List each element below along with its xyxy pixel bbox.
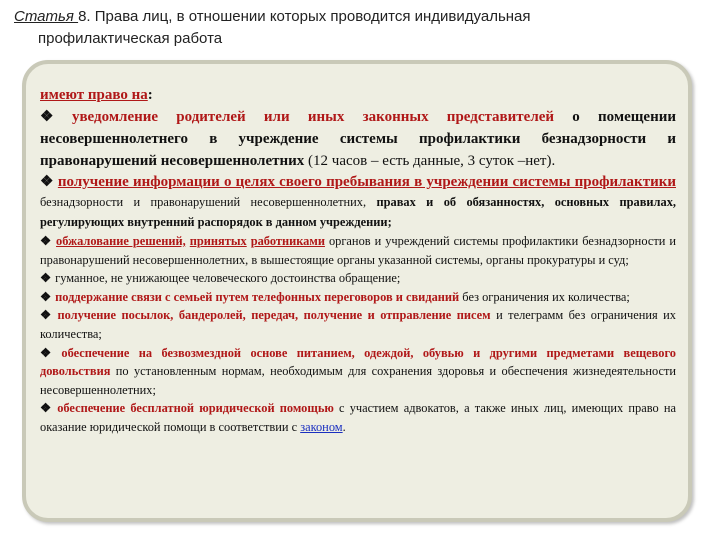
intro [40,84,676,106]
item-3-rest: органов и учреждений системы профилактики безнадзорности и правонарушений несовершеннолетних, в вышестоящие органы указанной системы, органы прокуратуры и суд; [40,234,676,267]
item-3-red-2: принятых [189,234,247,248]
title-line-1 [14,6,714,28]
list-item-6 [40,306,676,343]
item-6-red: получение посылок, бандеролей, передач, получение и отправление писем [57,308,491,323]
item-7-rest: по установленным нормам, необходимым для сохранения здоровья и обеспечения жизнедеятельности несовершеннолетних; [40,364,676,397]
item-1-red: уведомление родителей или иных законных представителей [71,109,555,125]
bullet-icon: ❖ [40,289,52,304]
item-2-rest: безнадзорности и правонарушений несовершеннолетних, [40,195,377,209]
item-2-bold: правах и об обязанностях, основных правилах, регулирующих внутренний распорядок в данном учреждении; [40,195,676,229]
list-item-2 [40,172,676,232]
item-8-red: обеспечение бесплатной юридической помощью [57,401,334,416]
item-2-red: получение информации о целях своего пребывания в учреждении системы профилактики [57,174,676,190]
list-item-1 [40,106,676,172]
bullet-icon: ❖ [40,345,58,360]
list-item-4 [40,269,676,288]
title-line-2: профилактическая работа [38,30,223,47]
item-1-bold: о помещении несовершеннолетнего в учреждение системы профилактики безнадзорности и правонарушений несовершеннолетних [40,109,677,169]
item-8-rest: с участием адвокатов, а также иных лиц, имеющих право на оказание юридической помощи в соответствии с [40,401,676,434]
slide-title [14,6,714,50]
list-item-3 [40,232,676,269]
item-7-red: обеспечение на безвозмездной основе питанием, одеждой, обувью и другими предметами вещевого довольствия [40,345,676,379]
item-5-red: поддержание связи с семьей путем телефонных переговоров и свиданий [55,289,460,304]
law-link[interactable]: законом [300,419,343,434]
bullet-icon: ❖ [40,271,52,286]
rights-list [40,84,676,437]
item-8-end: . [342,419,346,434]
bullet-icon: ❖ [40,109,68,125]
item-1-rest: (12 часов – есть данные, 3 суток –нет). [304,153,556,169]
list-item-7 [40,344,676,400]
article-label: Статья [14,8,79,25]
intro-red: имеют право на [40,87,148,103]
item-3-red-1: обжалование решений, [56,234,186,248]
intro-colon: : [147,87,153,103]
bullet-icon: ❖ [40,174,54,190]
bullet-icon: ❖ [40,401,54,416]
title-text: 8. Права лиц, в отношении которых проводится индивидуальная [78,8,531,25]
item-3-red-3: работниками [250,234,325,248]
item-5-rest: без ограничения их количества; [459,289,630,304]
bullet-icon: ❖ [40,234,53,248]
list-item-8 [40,399,676,436]
bullet-icon: ❖ [40,308,54,323]
content-panel [22,60,692,522]
item-6-rest: и телеграмм без ограничения их количества; [40,308,676,341]
list-item-5 [40,288,676,307]
item-4-text: гуманное, не унижающее человеческого достоинства обращение; [55,271,401,286]
